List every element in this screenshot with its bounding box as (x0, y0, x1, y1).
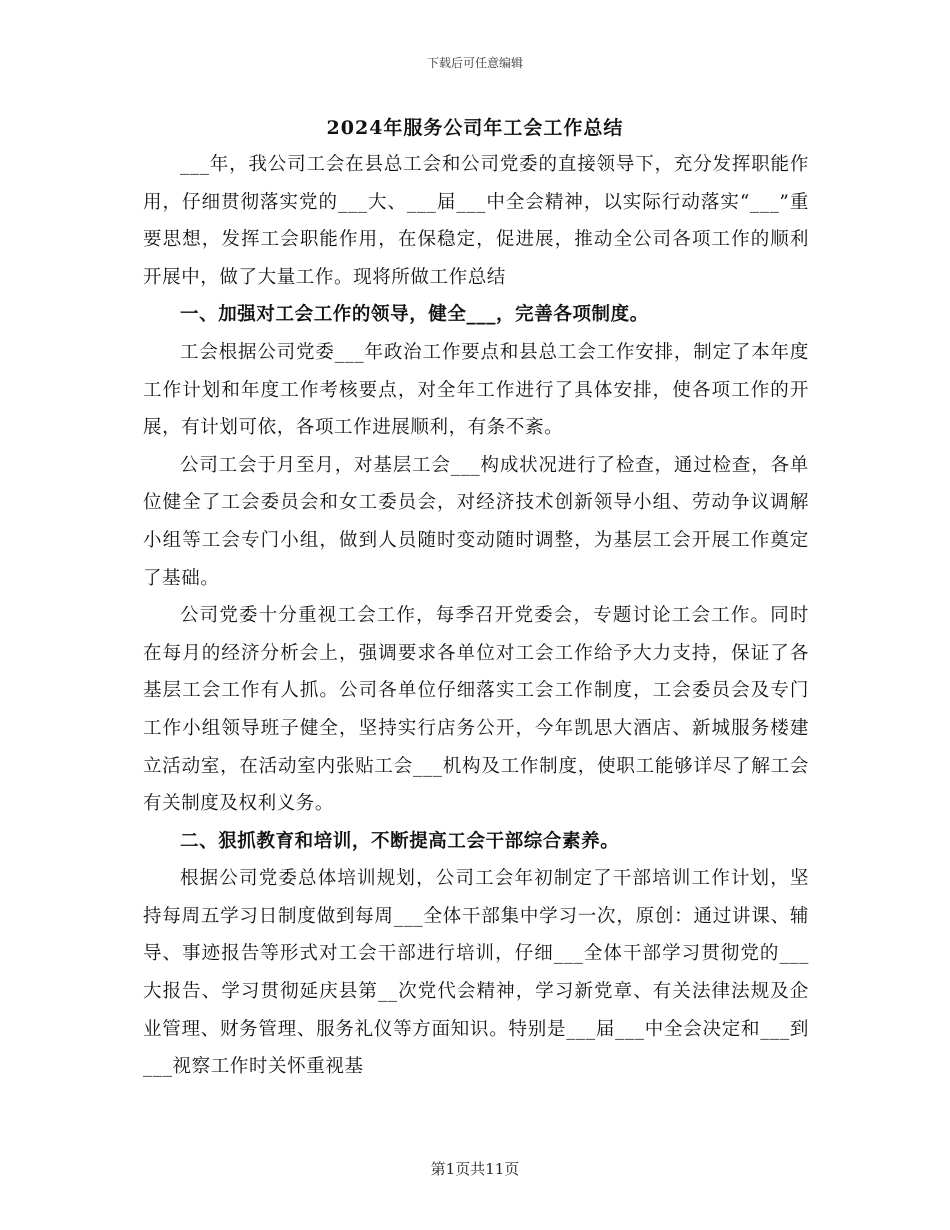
section-heading-1: 一、加强对工会工作的领导，健全___，完善各项制度。 (180, 304, 649, 326)
paragraph-intro: ___年，我公司工会在县总工会和公司党委的直接领导下，充分发挥职能作用，仔细贯彻落实党的___大、___届___中全会精神，以实际行动落实“___”重要思想，发挥工会职能作用，在保稳定，促进展，推动全公司各项工作的顺利开展中，做了大量工作。现将所做工作总结 (143, 154, 809, 288)
header-note: 下载后可任意编辑 (426, 56, 523, 70)
page-number-footer: 第1页共11页 (430, 1160, 520, 1178)
section-heading-2: 二、狠抓教育和培训，不断提高工会干部综合素养。 (180, 830, 620, 852)
paragraph-1-1: 工会根据公司党委___年政治工作要点和县总工会工作安排，制定了本年度工作计划和年度工作考核要点，对全年工作进行了具体安排，使各项工作的开展，有计划可依，各项工作进展顺利，有条不紊。 (143, 341, 809, 439)
paragraph-1-3: 公司党委十分重视工会工作，每季召开党委会，专题讨论工会工作。同时在每月的经济分析会上，强调要求各单位对工会工作给予大力支持，保证了各基层工会工作有人抓。公司各单位仔细落实工会工作制度，工会委员会及专门工作小组领导班子健全，坚持实行店务公开，今年凯思大酒店、新城服务楼建立活动室，在活动室内张贴工会___机构及工作制度，使职工能够详尽了解工会有关制度及权利义务。 (143, 605, 809, 815)
paragraph-1-2: 公司工会于月至月，对基层工会___构成状况进行了检查，通过检查，各单位健全了工会委员会和女工委员会，对经济技术创新领导小组、劳动争议调解小组等工会专门小组，做到人员随时变动随时调整，为基层工会开展工作奠定了基础。 (143, 454, 809, 589)
paragraph-2-1: 根据公司党委总体培训规划，公司工会年初制定了干部培训工作计划，坚持每周五学习日制度做到每周___全体干部集中学习一次，原创：通过讲课、辅导、事迹报告等形式对工会干部进行培训，仔细___全体干部学习贯彻党的___大报告、学习贯彻延庆县第__次党代会精神，学习新党章、有关法律法规及企业管理、财务管理、服务礼仪等方面知识。特别是___届___中全会决定和___到___视察工作时关怀重视基 (143, 868, 809, 1078)
document-title: 2024年服务公司年工会工作总结 (326, 117, 624, 139)
document-body (143, 146, 809, 1086)
